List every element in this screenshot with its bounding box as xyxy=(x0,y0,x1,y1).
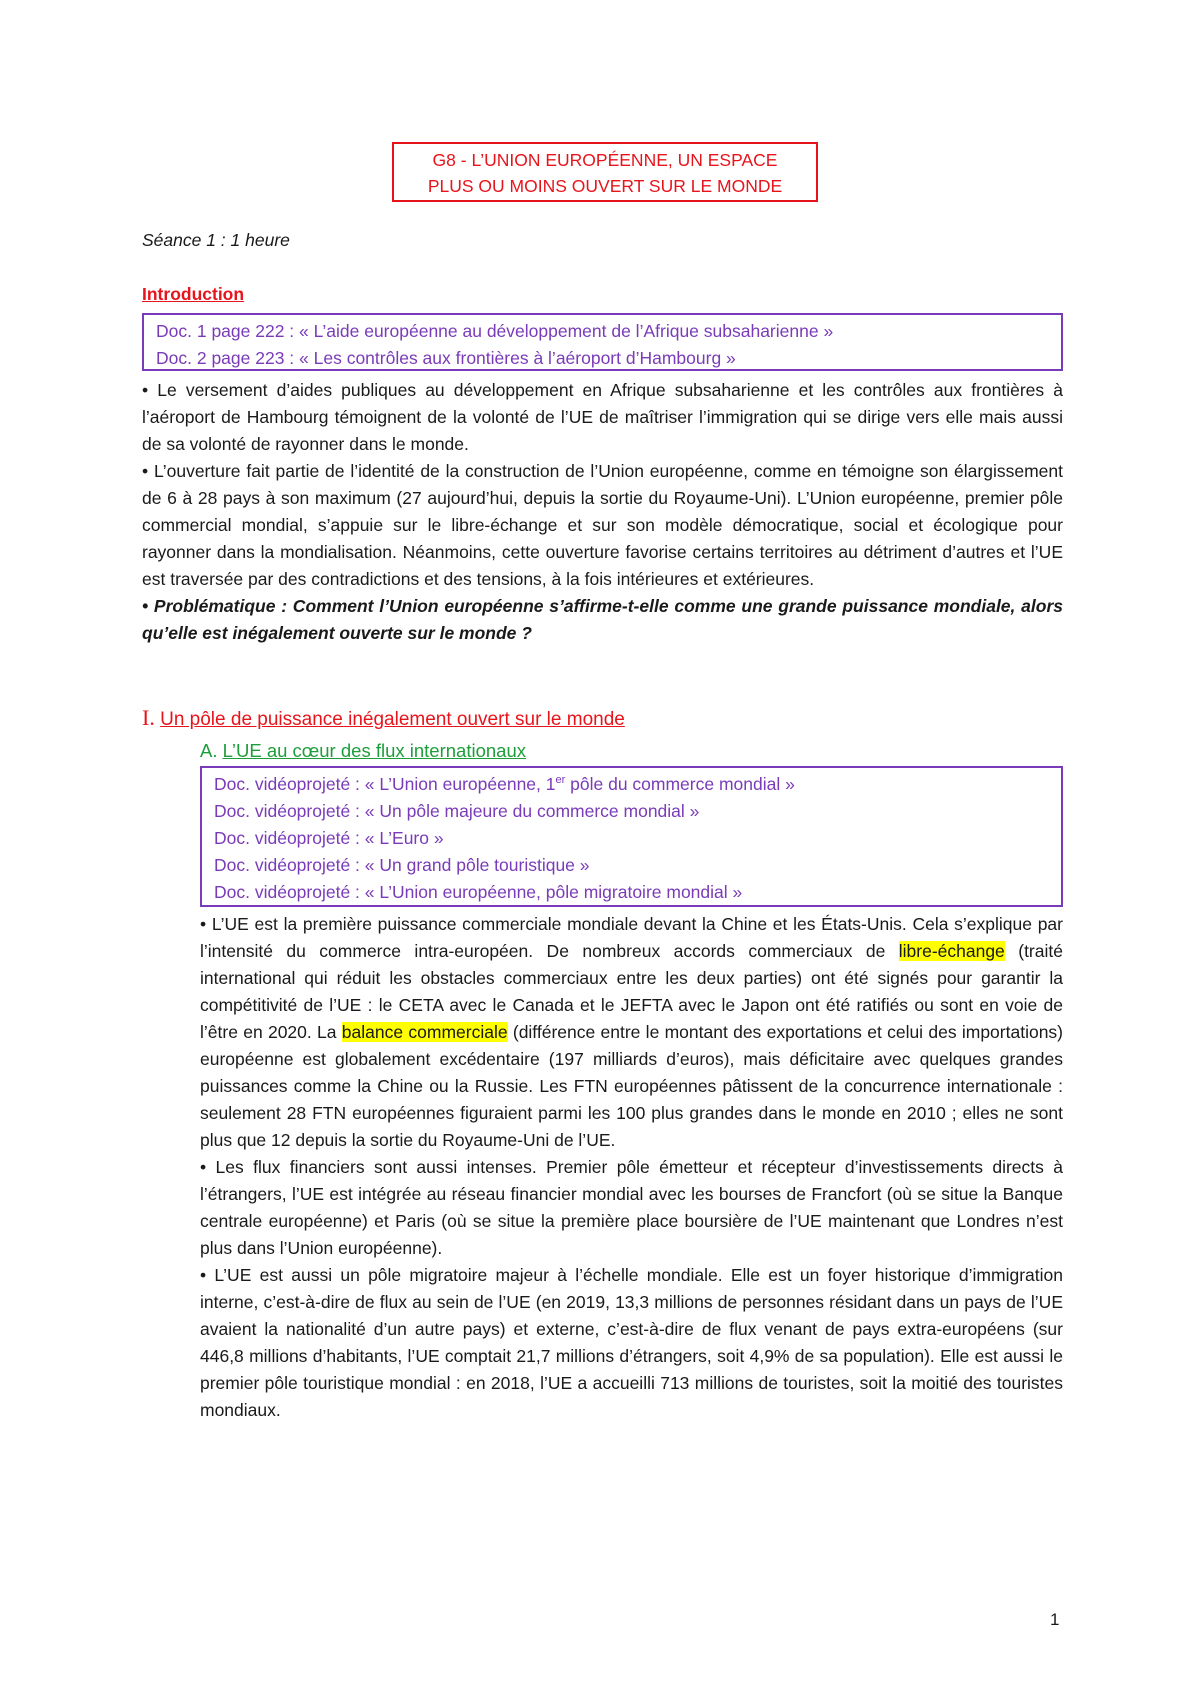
video-docs-box xyxy=(200,766,1063,907)
intro-docs-box xyxy=(142,313,1063,371)
section-1-title: Un pôle de puissance inégalement ouvert sur le monde xyxy=(160,709,625,730)
subsection-a-title: L’UE au cœur des flux internationaux xyxy=(222,740,526,761)
page-number: 1 xyxy=(1050,1610,1060,1629)
title-line-1: G8 - L’UNION EUROPÉENNE, UN ESPACE xyxy=(432,150,778,170)
section-1-number: I. xyxy=(142,705,155,730)
intro-paragraphs xyxy=(142,377,1063,647)
highlight-balance-commerciale: balance commerciale xyxy=(341,1022,508,1042)
section-a-paragraphs xyxy=(200,911,1063,1424)
title-box xyxy=(392,142,818,202)
highlight-libre-echange: libre-échange xyxy=(898,941,1005,961)
bullet-icon: • xyxy=(200,914,207,934)
subsection-a-letter: A. xyxy=(200,740,218,761)
title-line-2: PLUS OU MOINS OUVERT SUR LE MONDE xyxy=(427,176,783,196)
section-a-bullet-3: L’UE est aussi un pôle migratoire majeur à l’échelle mondiale. Elle est un foyer historique d’immigration interne, c’est-à-dire de flux au sein de l’UE (en 2019, 13,3 millions de personnes résidant dans un pays de l’UE avaient la nationalité d’un autre pays) et externe, c’est-à-dire de flux venant de pays extra-européens (sur 446,8 millions d’habitants, l’UE comptait 21,7 millions d’étrangers, soit 4,9% de sa population). Elle est aussi le premier pôle touristique mondial : en 2018, l’UE a accueilli 713 millions de touristes, soit la moitié des touristes mondiaux. xyxy=(200,1265,1063,1420)
intro-bullet-1: Le versement d’aides publiques au développement en Afrique subsaharienne et les contrôles aux frontières à l’aéroport de Hambourg témoignent de la volonté de l’UE de maîtriser l’immigration qui se dirige vers elle mais aussi de sa volonté de rayonner dans le monde. xyxy=(142,380,1063,454)
b1-text-1: L’UE est la première puissance commerciale mondiale devant la Chine et les États-Unis. Cela s’explique par l’intensité du commerce intra-européen. De nombreux accords commerciaux de xyxy=(200,914,1063,961)
video-doc-4: Doc. vidéoprojeté : « Un grand pôle touristique » xyxy=(214,855,590,875)
b1-text-2: (traité international qui réduit les obstacles commerciaux entre les deux parties) ont été signés pour garantir la compétitivité de l’UE : le CETA avec le Canada et le JEFTA avec le Japon ont été ratifiés ou sont en voie de l’être en 2020. La xyxy=(200,941,1063,1042)
intro-doc-1: Doc. 1 page 222 : « L’aide européenne au développement de l’Afrique subsaharienne » xyxy=(156,321,834,341)
intro-bullet-2: L’ouverture fait partie de l’identité de la construction de l’Union européenne, comme en témoigne son élargissement de 6 à 28 pays à son maximum (27 aujourd’hui, depuis la sortie du Royaume-Uni). L’Union européenne, premier pôle commercial mondial, s’appuie sur le libre-échange et sur son modèle démocratique, social et écologique pour rayonner dans la mondialisation. Néanmoins, cette ouverture favorise certains territoires au détriment d’autres et l’UE est traversée par des contradictions et des tensions, à la fois intérieures et extérieures. xyxy=(142,461,1063,589)
subsection-a-heading xyxy=(200,740,526,762)
section-a-bullet-2: Les flux financiers sont aussi intenses. Premier pôle émetteur et récepteur d’investissements directs à l’étrangers, l’UE est intégrée au réseau financier mondial avec les bourses de Francfort (où se situe la Banque centrale européenne) et Paris (où se situe la première place boursière de l’UE maintenant que Londres n’est plus dans l’Union européenne). xyxy=(200,1157,1063,1258)
session-label: Séance 1 : 1 heure xyxy=(142,230,290,250)
section-1-heading xyxy=(142,705,625,731)
bullet-icon: • xyxy=(200,1157,207,1177)
bullet-icon: • xyxy=(200,1265,207,1285)
bullet-icon: • xyxy=(142,596,149,616)
video-doc-5: Doc. vidéoprojeté : « L’Union européenne, pôle migratoire mondial » xyxy=(214,882,743,902)
section-a-bullet-1 xyxy=(200,911,1063,1154)
video-doc-1 xyxy=(214,771,1061,798)
introduction-heading: Introduction xyxy=(142,284,245,304)
video-doc-1-prefix: Doc. vidéoprojeté : « L’Union européenne, 1 xyxy=(214,774,556,794)
intro-doc-2: Doc. 2 page 223 : « Les contrôles aux frontières à l’aéroport d’Hambourg » xyxy=(156,348,736,368)
bullet-icon: • xyxy=(142,461,149,481)
problematique: Problématique : Comment l’Union européenne s’affirme-t-elle comme une grande puissance mondiale, alors qu’elle est inégalement ouverte sur le monde ? xyxy=(142,596,1063,643)
video-doc-1-suffix: pôle du commerce mondial » xyxy=(565,774,795,794)
video-doc-1-sup: er xyxy=(555,774,566,787)
b1-text-3: (différence entre le montant des exportations et celui des importations) européenne est globalement excédentaire (197 milliards d’euros), mais déficitaire avec quelques grandes puissances comme la Chine ou la Russie. Les FTN européennes pâtissent de la concurrence internationale : seulement 28 FTN européennes figuraient parmi les 100 plus grandes dans le monde en 2010 ; elles ne sont plus que 12 depuis la sortie du Royaume-Uni de l’UE. xyxy=(200,1022,1064,1150)
bullet-icon: • xyxy=(142,380,149,400)
video-doc-2: Doc. vidéoprojeté : « Un pôle majeure du commerce mondial » xyxy=(214,801,700,821)
video-doc-3: Doc. vidéoprojeté : « L’Euro » xyxy=(214,828,444,848)
